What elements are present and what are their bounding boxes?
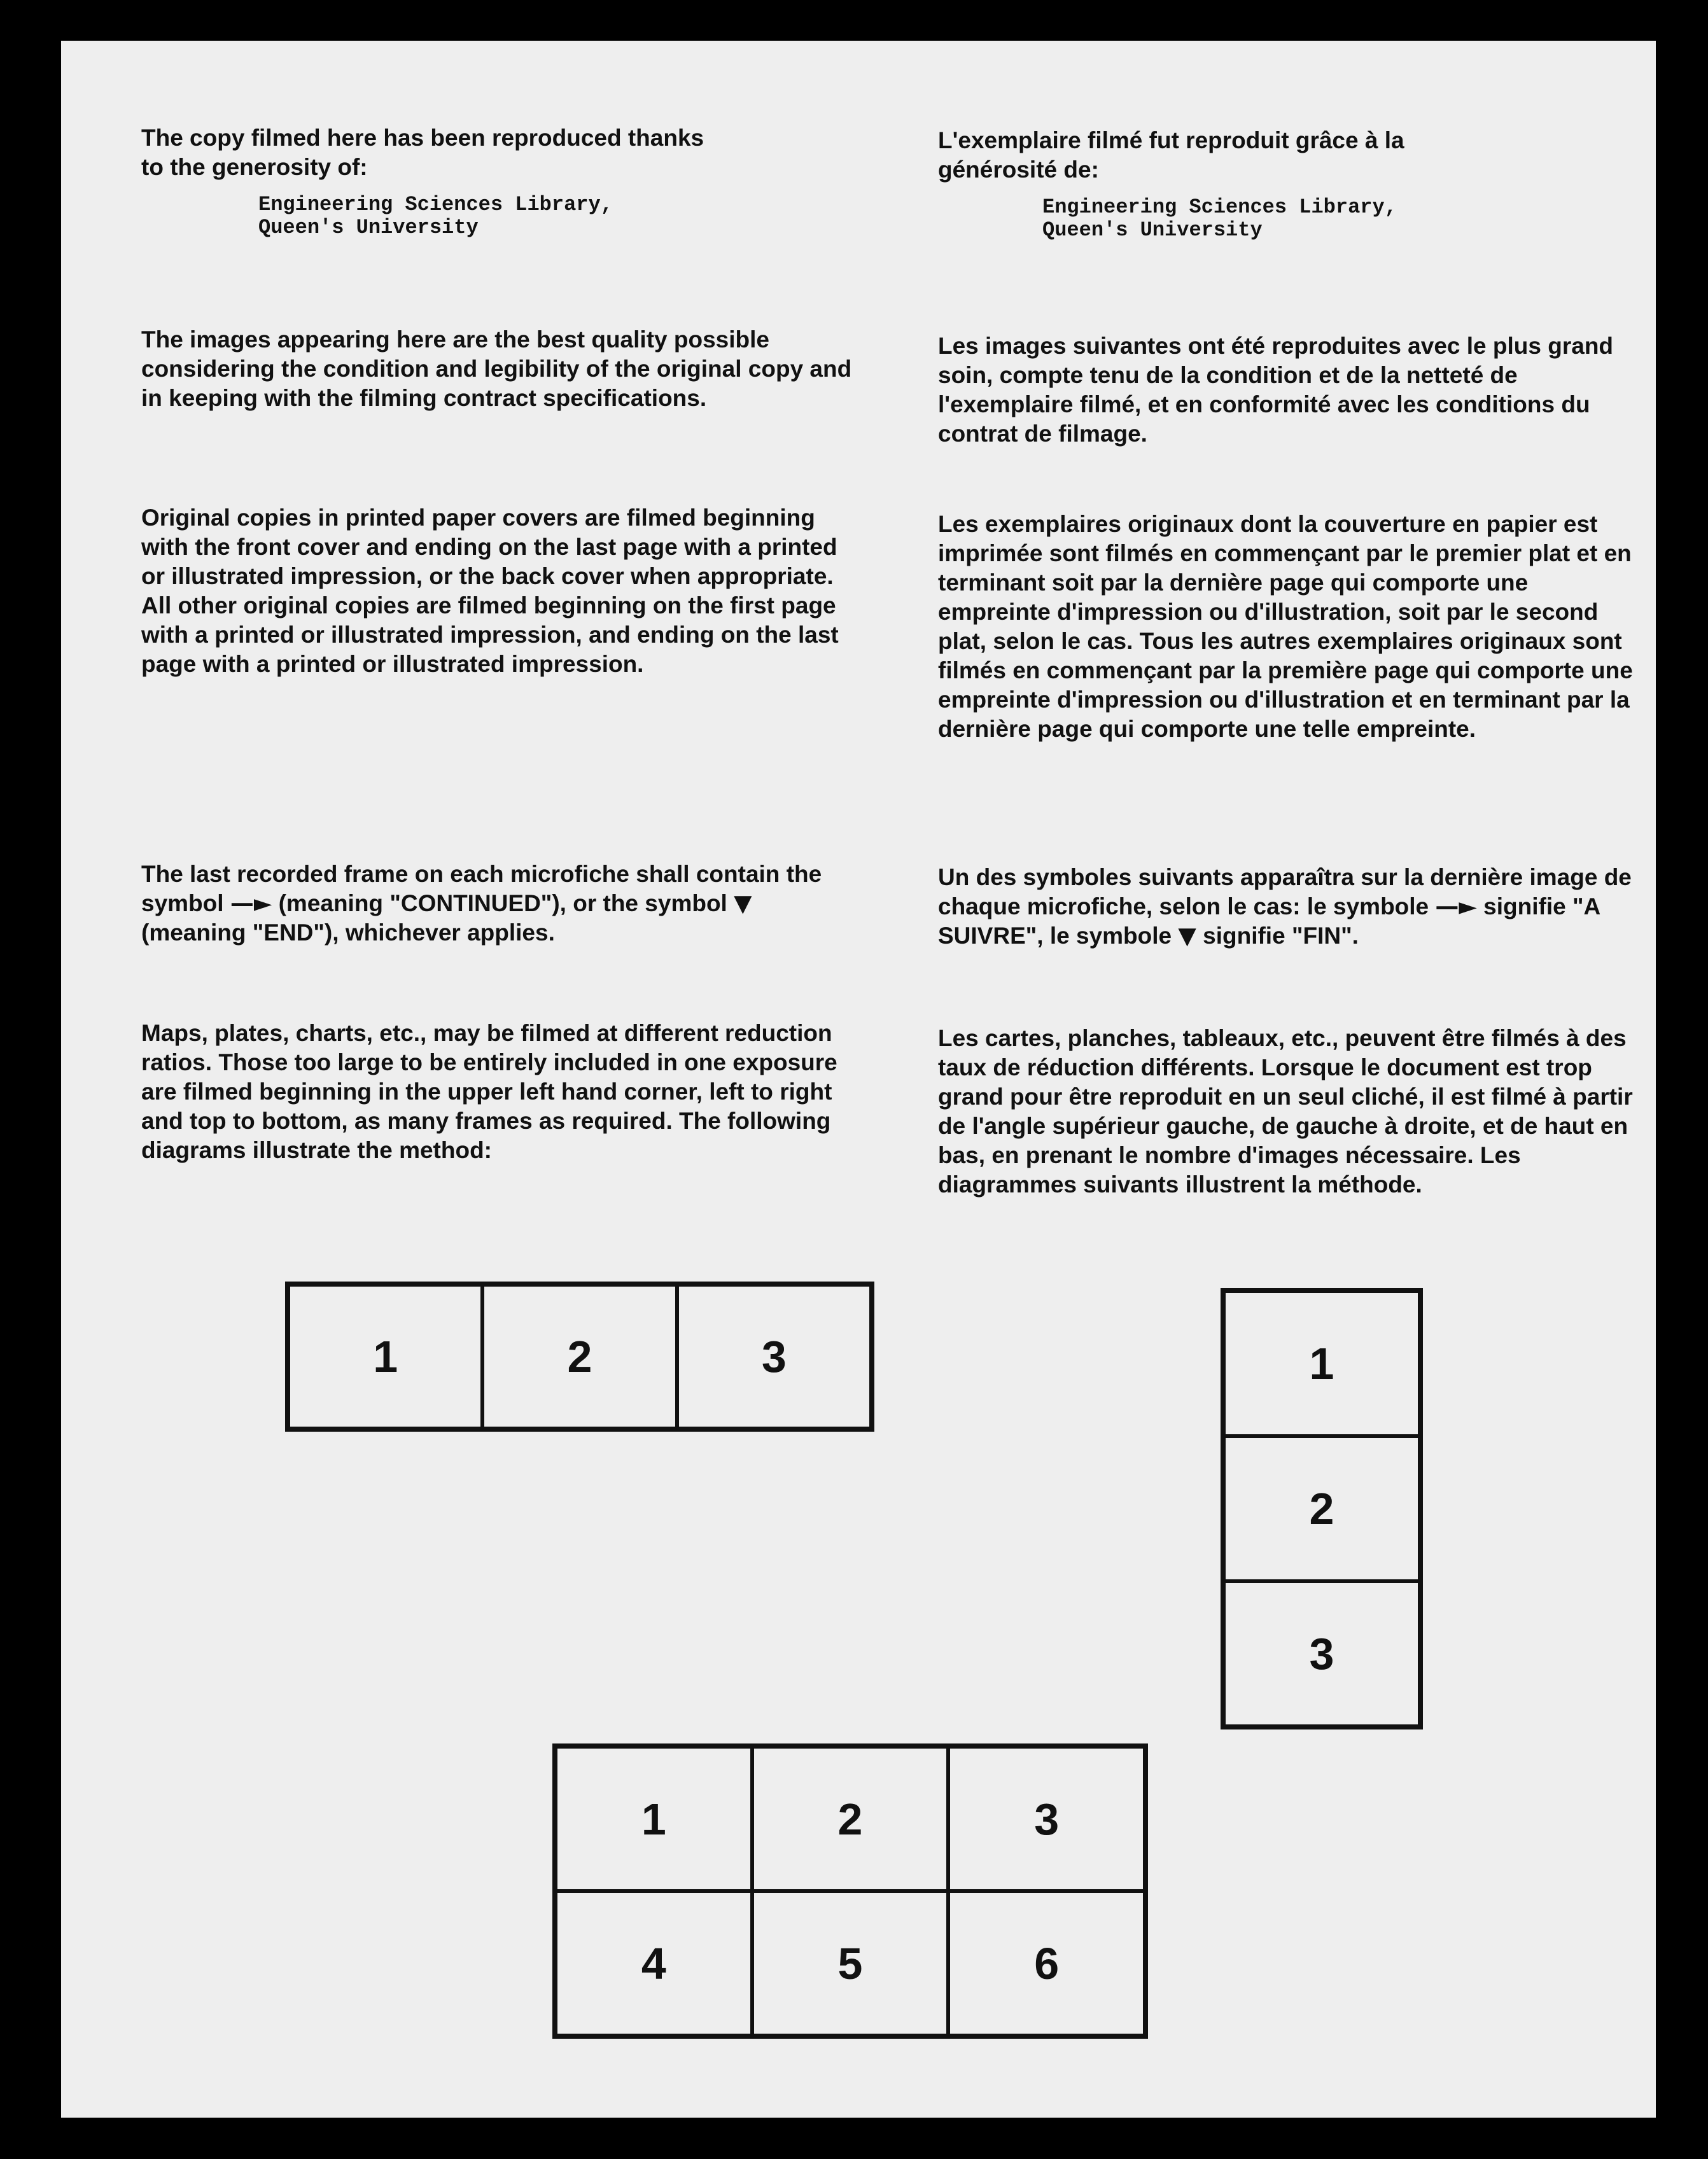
frame-cell: 3 bbox=[677, 1285, 871, 1429]
en-credit-line-1: The copy filmed here has been reproduced thanks bbox=[141, 125, 704, 151]
horizontal-frames-diagram bbox=[285, 1282, 874, 1432]
fr-originals-paragraph: Les exemplaires originaux dont la couverture en papier est imprimée sont filmés en commençant par le premier plat et en terminant soit par la dernière page qui comporte une empreinte d'impression ou d'illustration, soit par le second plat, selon le cas. Tous les autres exemplaires originaux sont filmés en commençant par la première page qui comporte une empreinte d'impression ou d'illustration et en terminant par la dernière page qui comporte une telle empreinte. bbox=[938, 511, 1633, 742]
frame-cell: 2 bbox=[1224, 1436, 1420, 1581]
en-symbols-text-2: (meaning "CONTINUED"), or the symbol bbox=[278, 890, 727, 916]
en-symbols-paragraph bbox=[141, 860, 860, 947]
grid-frames-diagram bbox=[552, 1743, 1148, 2039]
frame-cell: 4 bbox=[556, 1891, 752, 2036]
fr-symbols-paragraph bbox=[938, 863, 1644, 951]
fr-symbols-text-1: Un des symboles suivants apparaîtra sur la dernière image de chaque microfiche, selon le cas: le symbole bbox=[938, 864, 1632, 919]
fr-credit-line-1: L'exemplaire filmé fut reproduit grâce à la bbox=[938, 127, 1404, 153]
end-triangle-icon: ▼ bbox=[734, 890, 752, 917]
continued-arrow-icon: —► bbox=[1435, 893, 1477, 920]
frame-cell: 5 bbox=[752, 1891, 949, 2036]
en-credit-line-2: to the generosity of: bbox=[141, 154, 368, 180]
en-symbols-text-1: The last recorded frame on each microfiche shall contain the symbol bbox=[141, 861, 822, 916]
en-symbols-text-3: (meaning "END"), whichever applies. bbox=[141, 919, 555, 946]
fr-library-line-2: Queen's University bbox=[1042, 218, 1263, 242]
continued-arrow-icon: —► bbox=[230, 890, 272, 917]
frame-cell: 3 bbox=[1224, 1581, 1420, 1726]
end-triangle-icon: ▼ bbox=[1178, 922, 1196, 949]
frame-cell: 3 bbox=[948, 1747, 1145, 1891]
english-column bbox=[141, 123, 860, 239]
en-maps-paragraph: Maps, plates, charts, etc., may be filmed at different reduction ratios. Those too large to be entirely included in one exposure are filmed beginning in the upper left hand corner, left to right and top to bottom, as many frames as required. The following diagrams illustrate the method: bbox=[141, 1020, 837, 1163]
frame-cell: 1 bbox=[288, 1285, 482, 1429]
frame-cell: 2 bbox=[482, 1285, 676, 1429]
en-quality-paragraph: The images appearing here are the best quality possible considering the condition and legibility of the original copy and in keeping with the filming contract specifications. bbox=[141, 326, 852, 411]
en-library-line-1: Engineering Sciences Library, bbox=[258, 193, 613, 216]
fr-maps-paragraph: Les cartes, planches, tableaux, etc., peuvent être filmés à des taux de réduction différents. Lorsque le document est trop grand pour être reproduit en un seul cliché, il est filmé à partir de l'angle supérieur gauche, de gauche à droite, et de haut en bas, en prenant le nombre d'images nécessaire. Les diagrammes suivants illustrent la méthode. bbox=[938, 1025, 1633, 1198]
fr-credit-line-2: générosité de: bbox=[938, 157, 1099, 183]
en-originals-paragraph: Original copies in printed paper covers are filmed beginning with the front cover and ending on the last page with a printed or illustrated impression, or the back cover when appropriate. All other original copies are filmed beginning on the first page with a printed or illustrated impression, and ending on the last page with a printed or illustrated impression. bbox=[141, 505, 839, 677]
fr-quality-paragraph: Les images suivantes ont été reproduites avec le plus grand soin, compte tenu de la condition et de la netteté de l'exemplaire filmé, et en conformité avec les conditions du contrat de filmage. bbox=[938, 333, 1614, 447]
frame-cell: 1 bbox=[556, 1747, 752, 1891]
frame-cell: 6 bbox=[948, 1891, 1145, 2036]
vertical-frames-diagram bbox=[1221, 1288, 1423, 1729]
fr-library-line-1: Engineering Sciences Library, bbox=[1042, 195, 1397, 219]
frame-cell: 2 bbox=[752, 1747, 949, 1891]
en-library-line-2: Queen's University bbox=[258, 216, 479, 239]
french-column bbox=[938, 126, 1644, 242]
fr-symbols-text-3: signifie "FIN". bbox=[1203, 923, 1359, 949]
fr-symbols-text-2: signifie "A SUIVRE", le symbole bbox=[938, 893, 1600, 949]
frame-cell: 1 bbox=[1224, 1291, 1420, 1436]
page bbox=[61, 41, 1656, 2118]
